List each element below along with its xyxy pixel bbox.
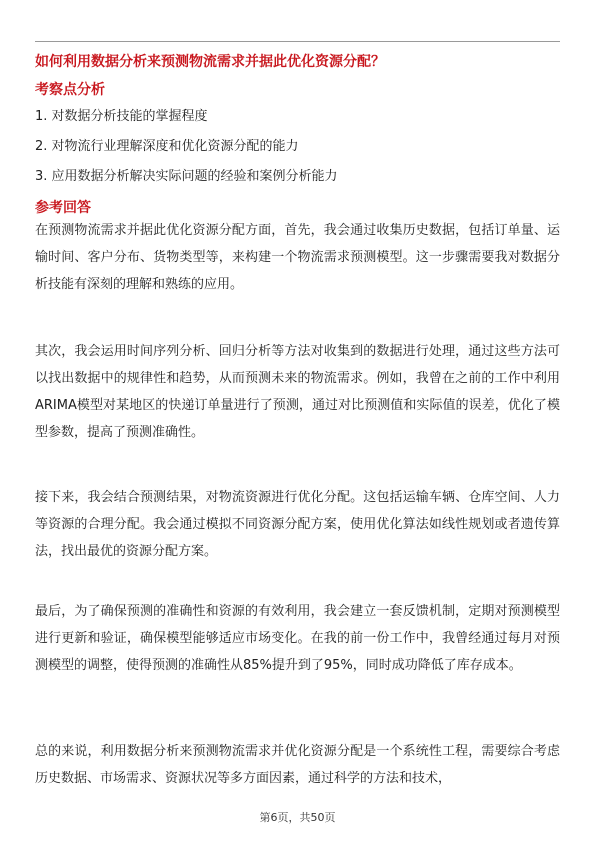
answer-paragraph: 最后，为了确保预测的准确性和资源的有效利用，我会建立一套反馈机制，定期对预测模型进行更新和验证，确保模型能够适应市场变化。在我的前一份工作中，我曾经通过每月对预测模型的调整，使得预测的准确性从85%提升到了95%，同时成功降低了库存成本。 <box>35 604 560 673</box>
question-heading: 如何利用数据分析来预测物流需求并据此优化资源分配？ <box>35 54 385 70</box>
exam-point-item: 1. 对数据分析技能的掌握程度 <box>35 109 208 124</box>
exam-point-item: 2. 对物流行业理解深度和优化资源分配的能力 <box>35 139 299 154</box>
answer-paragraph: 其次，我会运用时间序列分析、回归分析等方法对收集到的数据进行处理，通过这些方法可以找出数据中的规律性和趋势，从而预测未来的物流需求。例如，我曾在之前的工作中利用ARIMA模型对某地区的快递订单量进行了预测，通过对比预测值和实际值的误差，优化了模型参数，提高了预测准确性。 <box>35 344 560 440</box>
answer-paragraph: 接下来，我会结合预测结果，对物流资源进行优化分配。这包括运输车辆、仓库空间、人力等资源的合理分配。我会通过模拟不同资源分配方案，使用优化算法如线性规划或者遗传算法，找出最优的资源分配方案。 <box>35 490 560 559</box>
answer-paragraph: 在预测物流需求并据此优化资源分配方面，首先，我会通过收集历史数据，包括订单量、运输时间、客户分布、货物类型等，来构建一个物流需求预测模型。这一步骤需要我对数据分析技能有深刻的理解和熟练的应用。 <box>35 223 560 292</box>
exam-point-item: 3. 应用数据分析解决实际问题的经验和案例分析能力 <box>35 169 338 184</box>
answer-paragraph: 总的来说，利用数据分析来预测物流需求并优化资源分配是一个系统性工程，需要综合考虑历史数据、市场需求、资源状况等多方面因素，通过科学的方法和技术， <box>35 744 560 786</box>
page-number: 第6页，共50页 <box>259 811 336 824</box>
answer-title: 参考回答 <box>35 200 91 216</box>
exam-points-title: 考察点分析 <box>35 82 105 98</box>
header-divider <box>35 41 560 42</box>
